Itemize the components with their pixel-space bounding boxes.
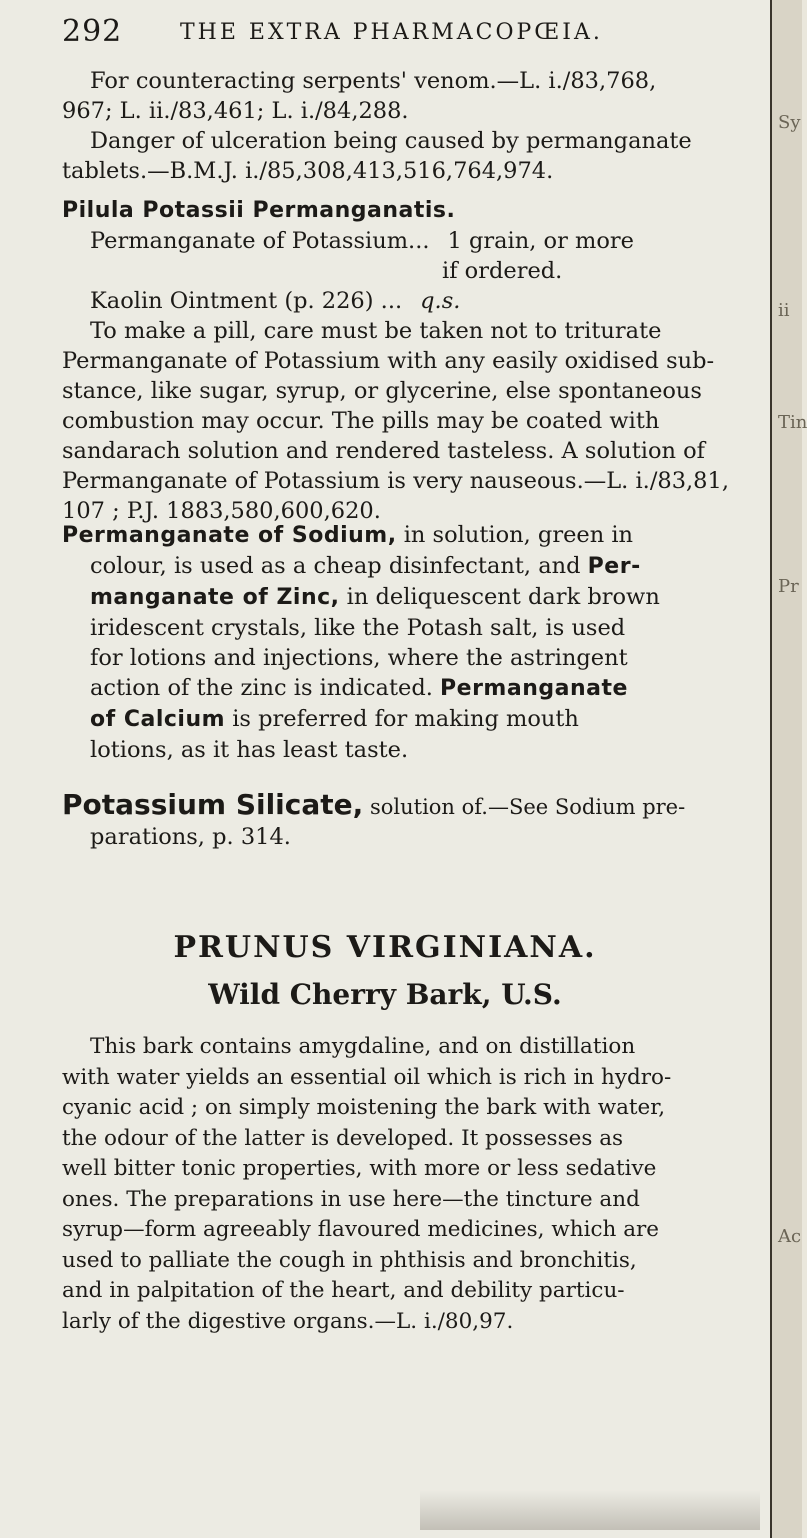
facing-page-edge <box>770 0 807 1538</box>
prunus-line: This bark contains amygdaline, and on distillation <box>90 1034 636 1059</box>
ingredient-label: Kaolin Ointment (p. 226) ... <box>90 288 403 314</box>
gutter-fragment: Sy <box>778 112 801 133</box>
ingredient-row <box>62 286 742 316</box>
sodium-line: colour, is used as a cheap disinfectant, and Per- <box>90 553 641 579</box>
prunus-line: ones. The preparations in use here—the tincture and <box>62 1186 640 1212</box>
silicate-line: Potassium Silicate, solution of.—See Sodium pre- <box>62 788 686 821</box>
sodium-line: iridescent crystals, like the Potash salt, is used <box>90 615 626 641</box>
page-number: 292 <box>62 14 123 49</box>
intro-line: For counteracting serpents' venom.—L. i./83,768, <box>90 68 657 94</box>
intro-paragraph <box>62 66 742 186</box>
pilula-heading: Pilula Potassii Permanganatis. <box>62 198 456 223</box>
gutter-fragment: Tin <box>778 412 807 433</box>
zinc-heading: manganate of Zinc, <box>90 585 340 610</box>
sodium-line: action of the zinc is indicated. Permanganate <box>90 675 628 701</box>
prunus-line: the odour of the latter is developed. It possesses as <box>62 1125 624 1151</box>
sodium-heading: Permanganate of Sodium, <box>62 523 397 548</box>
pilula-text-line: 107 ; P.J. 1883,580,600,620. <box>62 498 381 524</box>
ingredient-label: Permanganate of Potassium... <box>90 228 430 254</box>
prunus-line: larly of the digestive organs.—L. i./80,97. <box>62 1308 514 1334</box>
silicate-heading: Potassium Silicate, <box>62 788 364 821</box>
prunus-line: used to palliate the cough in phthisis and bronchitis, <box>62 1247 637 1273</box>
prunus-body <box>62 1032 742 1337</box>
sodium-line: of Calcium is preferred for making mouth <box>90 706 579 732</box>
pilula-text-line: sandarach solution and rendered tasteless. A solution of <box>62 438 706 464</box>
sodium-line: for lotions and injections, where the astringent <box>90 645 628 671</box>
intro-line: 967; L. ii./83,461; L. i./84,288. <box>62 98 409 124</box>
prunus-line: syrup—form agreeably flavoured medicines, which are <box>62 1217 660 1242</box>
pilula-text-line: combustion may occur. The pills may be coated with <box>62 408 660 434</box>
sodium-line: Permanganate of Sodium, in solution, green in <box>62 522 634 548</box>
calcium-heading: of Calcium <box>90 707 226 732</box>
pilula-text-line: Permanganate of Potassium with any easily oxidised sub- <box>62 348 715 374</box>
calcium-heading-part: Permanganate <box>440 676 628 701</box>
ingredient-value: 1 grain, or more <box>447 228 634 254</box>
prunus-line: well bitter tonic properties, with more or less sedative <box>62 1156 657 1181</box>
page-edge-shadow <box>420 1490 760 1530</box>
gutter-fragment: ii <box>778 300 790 321</box>
gutter-fragment: Ac <box>778 1226 802 1247</box>
prunus-line: cyanic acid ; on simply moistening the bark with water, <box>62 1095 666 1120</box>
prunus-line: and in palpitation of the heart, and debility particu- <box>62 1278 625 1303</box>
prunus-subtitle: Wild Cherry Bark, U.S. <box>208 978 562 1011</box>
ingredient-value: q.s. <box>420 288 461 314</box>
pilula-text-line: Permanganate of Potassium is very nauseous.—L. i./83,81, <box>62 468 729 494</box>
intro-line: Danger of ulceration being caused by permanganate <box>90 128 692 154</box>
zinc-heading-part: Per- <box>587 554 641 579</box>
silicate-section <box>62 790 742 852</box>
sodium-line: lotions, as it has least taste. <box>90 737 409 763</box>
pilula-section <box>62 196 742 526</box>
silicate-line: parations, p. 314. <box>90 824 291 850</box>
sodium-line: manganate of Zinc, in deliquescent dark brown <box>90 584 660 610</box>
intro-line: tablets.—B.M.J. i./85,308,413,516,764,974. <box>62 158 554 184</box>
prunus-title: PRUNUS VIRGINIANA. <box>173 930 597 965</box>
gutter-fragment: Pr <box>778 576 799 597</box>
page-header <box>0 14 770 54</box>
pilula-text-line: To make a pill, care must be taken not to triturate <box>90 318 662 344</box>
ingredient-row <box>62 226 742 256</box>
running-title: THE EXTRA PHARMACOPŒIA. <box>180 20 603 45</box>
pilula-text-line: stance, like sugar, syrup, or glycerine, else spontaneous <box>62 378 702 404</box>
prunus-line: with water yields an essential oil which is rich in hydro- <box>62 1064 672 1090</box>
sodium-section <box>62 520 742 765</box>
ingredient-value-cont: if ordered. <box>442 258 563 284</box>
